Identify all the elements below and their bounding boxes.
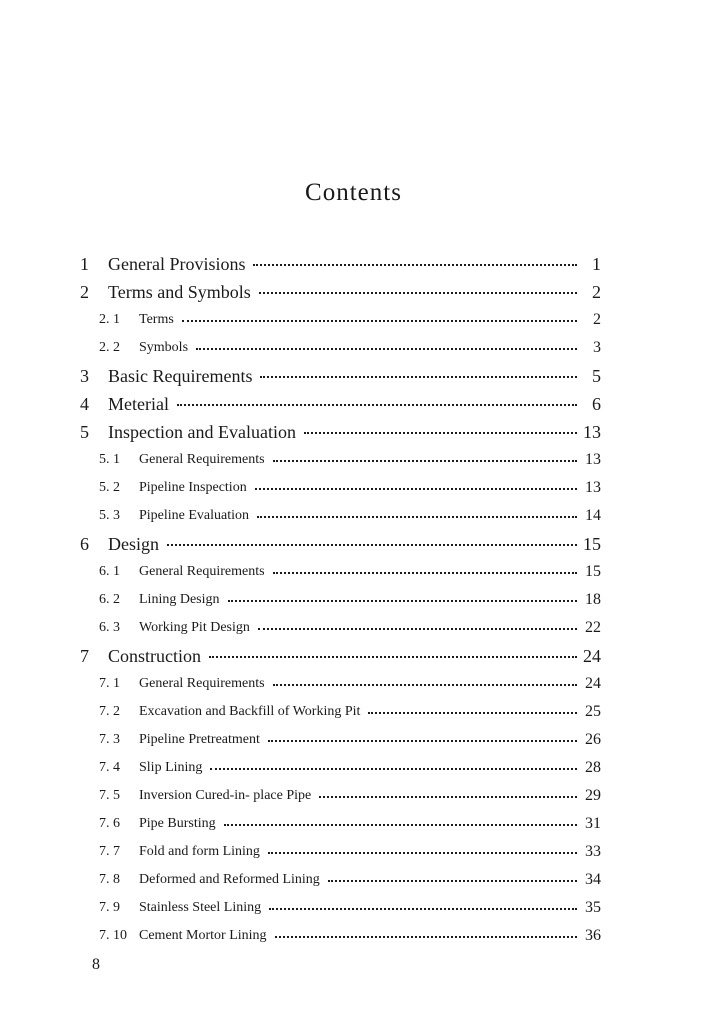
toc-entry-page: 26 [585,731,601,748]
toc-entry[interactable] [99,810,601,838]
toc-entry-title: Pipeline Inspection [139,480,247,495]
toc-entry-number: 5. 3 [99,508,120,523]
toc-entry-title: Meterial [108,393,169,414]
toc-entry-page: 15 [585,563,601,580]
toc-entry-title: Excavation and Backfill of Working Pit [139,704,361,719]
page-number: 8 [92,956,100,973]
toc-entry-title: Working Pit Design [139,620,250,635]
toc-entry-page: 24 [585,675,601,692]
toc-entry[interactable] [99,502,601,530]
toc-entry-number: 2. 1 [99,312,120,327]
page-title: Contents [305,179,402,206]
toc-entry-number: 7. 4 [99,760,120,775]
dot-leader [257,502,577,530]
toc-entry[interactable] [99,894,601,922]
toc-entry-page: 35 [585,899,601,916]
toc-entry-page: 13 [583,421,601,442]
dot-leader [228,586,578,614]
toc-entry-page: 24 [583,645,601,666]
toc-entry-title: Deformed and Reformed Lining [139,872,320,887]
dot-leader [319,782,577,810]
toc-entry[interactable] [99,698,601,726]
toc-entry[interactable] [80,250,601,278]
toc-entry[interactable] [80,418,601,446]
toc-entry-number: 7. 3 [99,732,120,747]
toc-entry-number: 6. 2 [99,592,120,607]
toc-entry-page: 33 [585,843,601,860]
toc-entry-title: Pipe Bursting [139,816,216,831]
dot-leader [258,614,577,642]
toc-entry-number: 2. 2 [99,340,120,355]
toc-entry-title: Basic Requirements [108,365,253,386]
toc-entry[interactable] [99,586,601,614]
toc-entry[interactable] [99,866,601,894]
toc-entry-page: 29 [585,787,601,804]
toc-entry-title: Pipeline Pretreatment [139,732,260,747]
toc-entry[interactable] [80,390,601,418]
dot-leader [273,670,577,698]
dot-leader [177,390,577,418]
toc-entry[interactable] [99,558,601,586]
dot-leader [269,894,577,922]
dot-leader [275,922,577,950]
toc-entry-title: Inversion Cured-in- place Pipe [139,788,312,803]
toc-entry-page: 34 [585,871,601,888]
toc-entry-number: 7. 1 [99,676,120,691]
toc-entry-number: 1 [80,253,89,274]
dot-leader [328,866,577,894]
toc-entry-page: 2 [592,281,601,302]
toc-entry[interactable] [99,670,601,698]
toc-entry-number: 7. 6 [99,816,120,831]
toc-entry-number: 3 [80,365,89,386]
dot-leader [268,838,577,866]
toc-entry-page: 13 [585,479,601,496]
dot-leader [259,278,577,306]
toc-entry-number: 5. 2 [99,480,120,495]
toc-entry-number: 7 [80,645,89,666]
dot-leader [196,334,577,362]
toc-entry[interactable] [99,614,601,642]
toc-entry-title: Pipeline Evaluation [139,508,250,523]
toc-entry-title: General Requirements [139,452,265,467]
toc-entry-title: Fold and form Lining [139,844,260,859]
toc-entry-page: 5 [592,365,601,386]
toc-entry[interactable] [99,922,601,950]
toc-entry-page: 25 [585,703,601,720]
toc-entry-number: 4 [80,393,89,414]
toc-entry-page: 22 [585,619,601,636]
toc-entry[interactable] [99,838,601,866]
toc-entry[interactable] [99,446,601,474]
toc-entry-page: 6 [592,393,601,414]
dot-leader [167,530,577,558]
toc-entry-title: Terms and Symbols [108,281,251,302]
toc-entry-number: 7. 9 [99,900,120,915]
toc-entry-title: General Requirements [139,564,265,579]
toc-entry[interactable] [99,306,601,334]
toc-entry-title: Construction [108,645,201,666]
toc-entry-number: 2 [80,281,89,302]
toc-entry-title: Inspection and Evaluation [108,421,296,442]
toc-entry-title: Slip Lining [139,760,203,775]
toc-entry-page: 28 [585,759,601,776]
dot-leader [253,250,577,278]
dot-leader [304,418,577,446]
toc-entry[interactable] [99,782,601,810]
toc-entry[interactable] [99,334,601,362]
toc-entry-title: Symbols [139,340,189,355]
toc-entry-page: 13 [585,451,601,468]
toc-entry-page: 1 [592,253,601,274]
toc-entry[interactable] [99,474,601,502]
toc-entry-number: 6. 1 [99,564,120,579]
dot-leader [268,726,577,754]
dot-leader [273,558,577,586]
toc-entry-number: 6 [80,533,89,554]
toc-entry-number: 7. 7 [99,844,120,859]
toc-entry-page: 15 [583,533,601,554]
toc-entry-number: 6. 3 [99,620,120,635]
toc-entry[interactable] [80,362,601,390]
toc-entry-number: 7. 5 [99,788,120,803]
dot-leader [273,446,577,474]
toc-entry-number: 7. 8 [99,872,120,887]
dot-leader [260,362,577,390]
toc-entry[interactable] [80,278,601,306]
dot-leader [182,306,577,334]
toc-entry-number: 5. 1 [99,452,120,467]
toc-entry[interactable] [80,530,601,558]
toc-entry-title: Lining Design [139,592,220,607]
toc-entry-number: 5 [80,421,89,442]
dot-leader [368,698,577,726]
toc-entry-title: General Requirements [139,676,265,691]
toc-entry[interactable] [80,642,601,670]
toc-entry[interactable] [99,754,601,782]
dot-leader [255,474,577,502]
toc-entry-title: Design [108,533,159,554]
toc-entry-number: 7. 10 [99,928,127,943]
toc-entry-title: Cement Mortor Lining [139,928,267,943]
toc-entry[interactable] [99,726,601,754]
dot-leader [209,642,577,670]
toc-entry-page: 18 [585,591,601,608]
toc-entry-title: Terms [139,312,174,327]
toc-entry-page: 36 [585,927,601,944]
dot-leader [224,810,577,838]
toc-entry-page: 2 [593,311,601,328]
toc-entry-title: General Provisions [108,253,246,274]
toc-entry-page: 31 [585,815,601,832]
toc-entry-number: 7. 2 [99,704,120,719]
toc-entry-page: 14 [585,507,601,524]
toc-entry-page: 3 [593,339,601,356]
toc-entry-title: Stainless Steel Lining [139,900,262,915]
dot-leader [210,754,577,782]
